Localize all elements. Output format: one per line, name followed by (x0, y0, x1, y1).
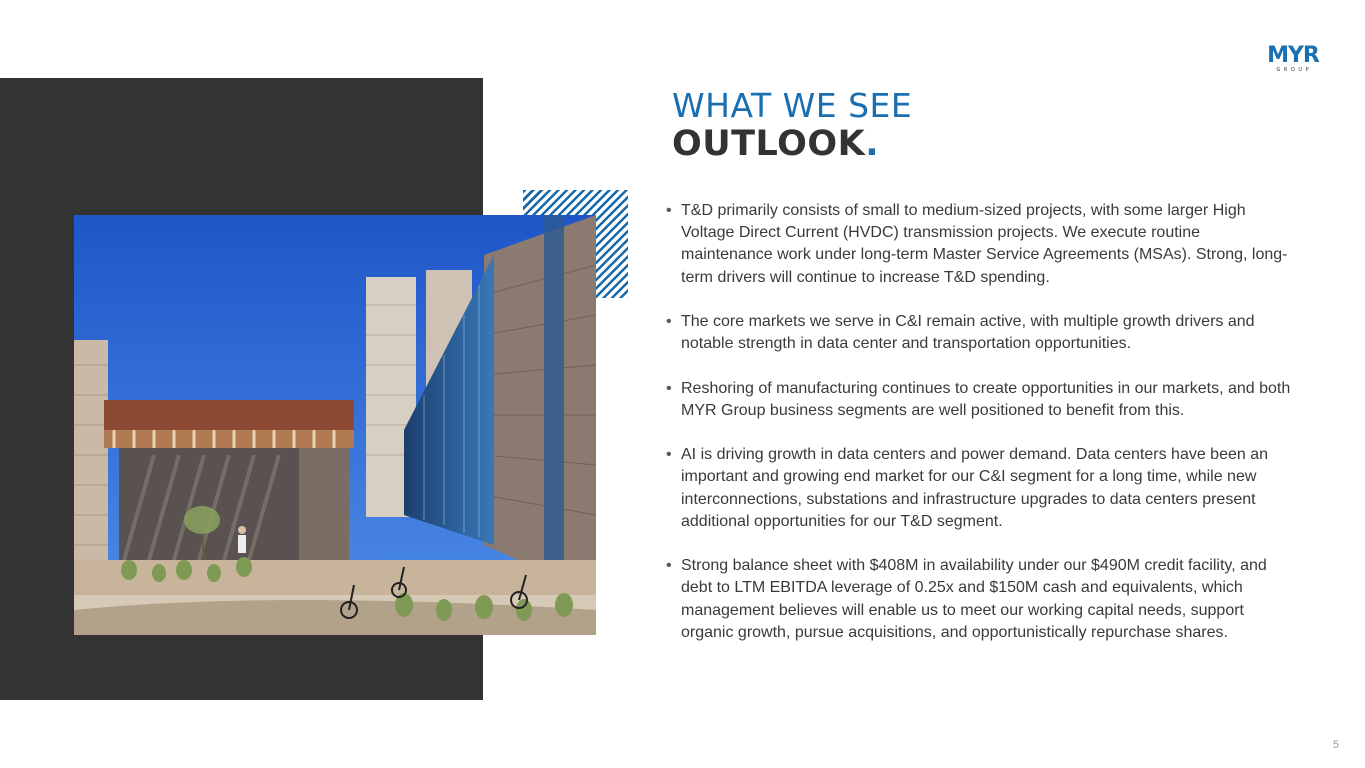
svg-text:G R O U P: G R O U P (1276, 67, 1310, 72)
bullet-item: • T&D primarily consists of small to medium-sized projects, with some larger High Voltage Direct Current (HVDC) transmission projects. We execute routine maintenance work under long-term Master Service Agreements (MSAs). Strong, long-term drivers will continue to increase T&D spending. (666, 200, 1296, 289)
svg-text:MYR: MYR (1267, 43, 1319, 68)
building-photo (74, 215, 596, 635)
bullet-item: • Strong balance sheet with $408M in availability under our $490M credit facility, and debt to LTM EBITDA leverage of 0.25x and $150M cash and equivalents, which management believes will enable us to meet our working capital needs, support organic growth, pursue acquisitions, and opportunistically repurchase shares. (666, 555, 1296, 644)
bullet-item: • AI is driving growth in data centers and power demand. Data centers have been an important and growing end market for our C&I segment for a long time, while new interconnections, substations and infrastructure upgrades to data centers present additional opportunities for our T&D segment. (666, 444, 1296, 533)
bullet-item: • Reshoring of manufacturing continues to create opportunities in our markets, and both MYR Group business segments are well positioned to benefit from this. (666, 378, 1296, 422)
title-outlook-text: OUTLOOK (672, 124, 866, 164)
title-dot: . (865, 124, 880, 164)
myr-group-logo (1262, 42, 1324, 72)
title-what-we-see: WHAT WE SEE (672, 86, 913, 125)
page-number: 5 (1332, 739, 1339, 751)
title-outlook (672, 124, 879, 164)
outlook-bullet-list (666, 200, 1296, 666)
bullet-item: • The core markets we serve in C&I remain active, with multiple growth drivers and notable strength in data center and transportation opportunities. (666, 311, 1296, 355)
